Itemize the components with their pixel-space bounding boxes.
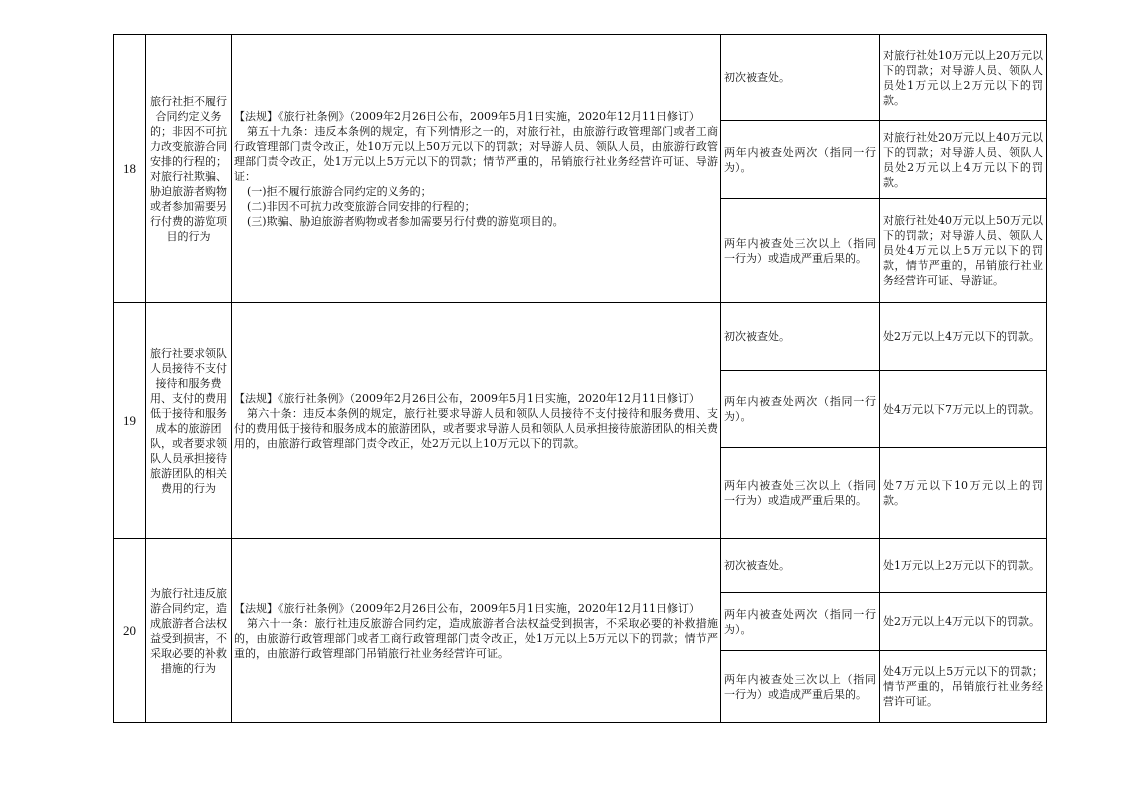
article-clause: (一)拒不履行旅游合同约定的义务的； xyxy=(247,184,432,198)
table-row xyxy=(114,303,1047,371)
table-row xyxy=(114,539,1047,593)
article-text: 第六十一条：旅行社违反旅游合同约定，造成旅游者合法权益受到损害，不采取必要的补救措施的，由旅游行政管理部门或者工商行政管理部门责令改正，处1万元以上5万元以下的罚款；情节严重的，由旅游行政管理部门吊销旅行社业务经营许可证。 xyxy=(234,616,718,660)
penalty-cell: 对旅行社处10万元以上20万元以下的罚款；对导游人员、领队人员处1万元以上2万元以下的罚款。 xyxy=(880,35,1047,121)
article-text: 第六十条：违反本条例的规定，旅行社要求导游人员和领队人员接待不支付接待和服务费用、支付的费用低于接待和服务成本的旅游团队，或者要求导游人员和领队人员承担接待旅游团队的相关费用的，由旅游行政管理部门责令改正，处2万元以上10万元以下的罚款。 xyxy=(234,406,718,450)
penalty-cell: 对旅行社处40万元以上50万元以下的罚款；对导游人员、领队人员处4万元以上5万元以下的罚款，情节严重的，吊销旅行社业务经营许可证、导游证。 xyxy=(880,199,1047,303)
article-clause: (三)欺骗、胁迫旅游者购物或者参加需要另行付费的游览项目的。 xyxy=(247,214,564,228)
article-text: 第五十九条：违反本条例的规定，有下列情形之一的，对旅行社，由旅游行政管理部门或者工商行政管理部门责令改正，处10万元以上50万元以下的罚款；对导游人员、领队人员，由旅游行政管理部门责令改正，处1万元以上5万元以下的罚款；情节严重的，吊销旅行社业务经营许可证、导游证： xyxy=(234,124,718,183)
penalty-cell: 对旅行社处20万元以上40万元以下的罚款；对导游人员、领队人员处2万元以上4万元以下的罚款。 xyxy=(880,121,1047,199)
legal-basis xyxy=(232,539,721,723)
article-clause: (二)非因不可抗力改变旅游合同安排的行程的； xyxy=(247,199,476,213)
violation-behavior: 旅行社拒不履行合同约定义务的；非因不可抗力改变旅游合同安排的行程的；对旅行社欺骗、胁迫旅游者购物或者参加需要另行付费的游览项目的行为 xyxy=(146,35,232,303)
table-row xyxy=(114,35,1047,121)
violation-behavior: 旅行社要求领队人员接待不支付接待和服务费用、支付的费用低于接待和服务成本的旅游团队，或者要求领队人员承担接待旅游团队的相关费用的行为 xyxy=(146,303,232,539)
circumstance-cell: 两年内被查处两次（指同一行为）。 xyxy=(721,371,880,448)
circumstance-cell: 两年内被查处三次以上（指同一行为）或造成严重后果的。 xyxy=(721,448,880,539)
regulation-citation: 【法规】《旅行社条例》（2009年2月26日公布，2009年5月1日实施，2020年12月11日修订） xyxy=(234,391,700,405)
row-number: 18 xyxy=(114,35,146,303)
circumstance-cell: 两年内被查处三次以上（指同一行为）或造成严重后果的。 xyxy=(721,651,880,723)
penalty-cell: 处1万元以上2万元以下的罚款。 xyxy=(880,539,1047,593)
penalty-cell: 处2万元以上4万元以下的罚款。 xyxy=(880,303,1047,371)
legal-basis xyxy=(232,303,721,539)
legal-basis xyxy=(232,35,721,303)
circumstance-cell: 两年内被查处两次（指同一行为）。 xyxy=(721,121,880,199)
penalty-table xyxy=(113,34,1047,723)
row-number: 19 xyxy=(114,303,146,539)
regulation-citation: 【法规】《旅行社条例》（2009年2月26日公布，2009年5月1日实施，2020年12月11日修订） xyxy=(234,109,700,123)
penalty-cell: 处4万元以下7万元以上的罚款。 xyxy=(880,371,1047,448)
penalty-cell: 处4万元以上5万元以下的罚款；情节严重的，吊销旅行社业务经营许可证。 xyxy=(880,651,1047,723)
circumstance-cell: 初次被查处。 xyxy=(721,303,880,371)
circumstance-cell: 初次被查处。 xyxy=(721,35,880,121)
regulation-citation: 【法规】《旅行社条例》（2009年2月26日公布，2009年5月1日实施，2020年12月11日修订） xyxy=(234,601,700,615)
penalty-cell: 处7万元以下10万元以上的罚款。 xyxy=(880,448,1047,539)
violation-behavior: 为旅行社违反旅游合同约定，造成旅游者合法权益受到损害，不采取必要的补救措施的行为 xyxy=(146,539,232,723)
row-number: 20 xyxy=(114,539,146,723)
circumstance-cell: 两年内被查处三次以上（指同一行为）或造成严重后果的。 xyxy=(721,199,880,303)
circumstance-cell: 两年内被查处两次（指同一行为）。 xyxy=(721,593,880,651)
circumstance-cell: 初次被查处。 xyxy=(721,539,880,593)
penalty-cell: 处2万元以上4万元以下的罚款。 xyxy=(880,593,1047,651)
